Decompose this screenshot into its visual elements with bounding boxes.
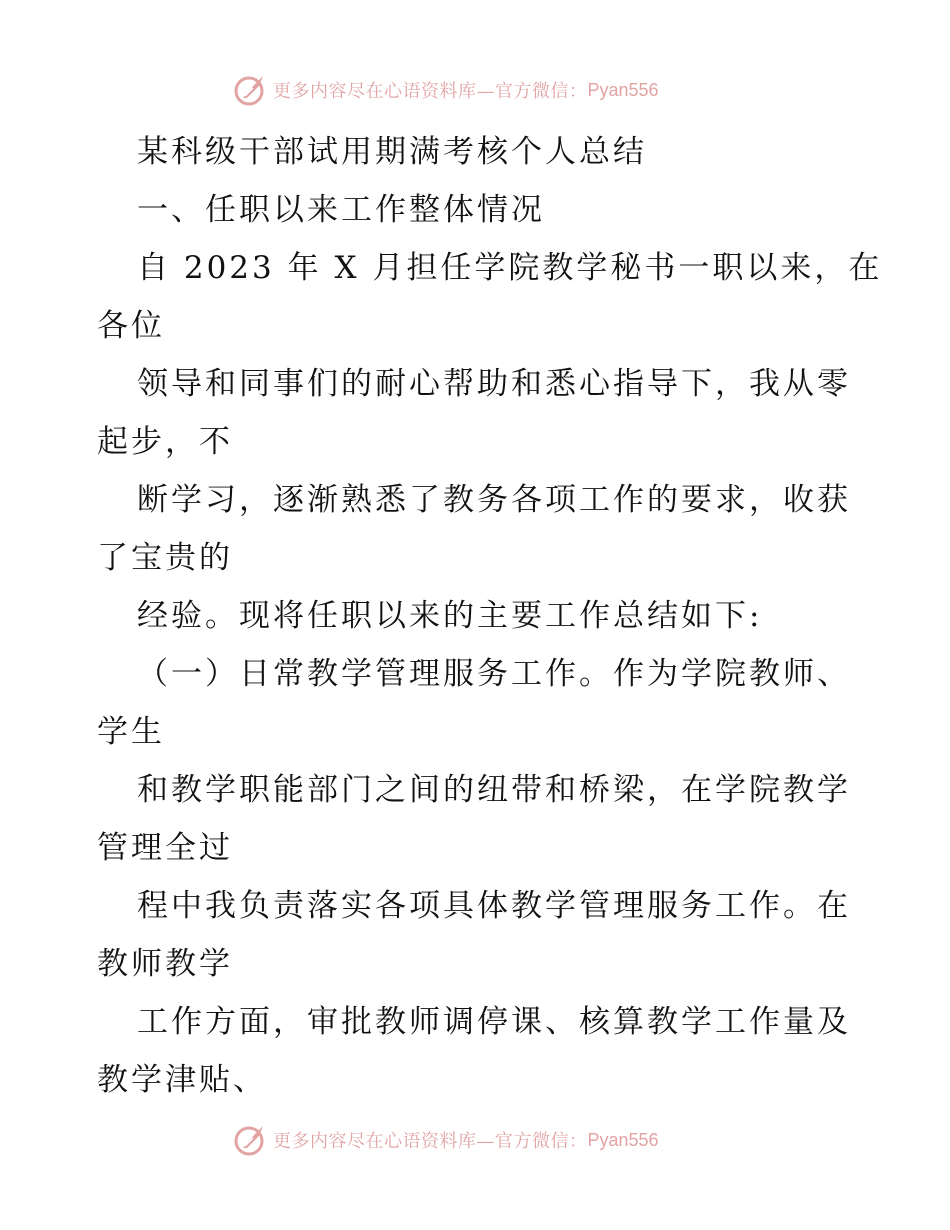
banner-wechat-id: Pyan556 — [587, 79, 659, 100]
paragraph-line: 教学津贴、 — [97, 1062, 267, 1098]
paragraph-line: 起步，不 — [97, 424, 233, 460]
quill-logo-icon — [233, 72, 269, 108]
paragraph-line: 工作方面，审批教师调停课、核算教学工作量及 — [137, 1004, 851, 1040]
footer-watermark-banner — [233, 1120, 659, 1160]
paragraph-line: 和教学职能部门之间的纽带和桥梁，在学院教学 — [137, 772, 851, 808]
paragraph-line: 教师教学 — [97, 946, 233, 982]
paragraph-line: 程中我负责落实各项具体教学管理服务工作。在 — [137, 888, 851, 924]
quill-logo-icon — [233, 1122, 269, 1158]
paragraph-line: 学生 — [97, 714, 165, 750]
paragraph-line: 自 2023 年 X 月担任学院教学秘书一职以来，在 — [137, 250, 883, 286]
paragraph-line: 断学习，逐渐熟悉了教务各项工作的要求，收获 — [137, 482, 851, 518]
subsection-heading: （一）日常教学管理服务工作。作为学院教师、 — [137, 656, 851, 692]
section-heading: 一、任职以来工作整体情况 — [137, 192, 545, 228]
paragraph-line: 各位 — [97, 308, 165, 344]
paragraph-line: 经验。现将任职以来的主要工作总结如下: — [137, 598, 763, 634]
header-watermark-banner — [233, 70, 659, 110]
paragraph-line: 管理全过 — [97, 830, 233, 866]
paragraph-line: 了宝贵的 — [97, 540, 233, 576]
document-title: 某科级干部试用期满考核个人总结 — [137, 134, 647, 170]
banner-wechat-id: Pyan556 — [587, 1129, 659, 1150]
banner-text: 更多内容尽在心语资料库—官方微信： — [273, 1131, 588, 1152]
banner-text: 更多内容尽在心语资料库—官方微信： — [273, 81, 588, 102]
paragraph-line: 领导和同事们的耐心帮助和悉心指导下，我从零 — [137, 366, 851, 402]
